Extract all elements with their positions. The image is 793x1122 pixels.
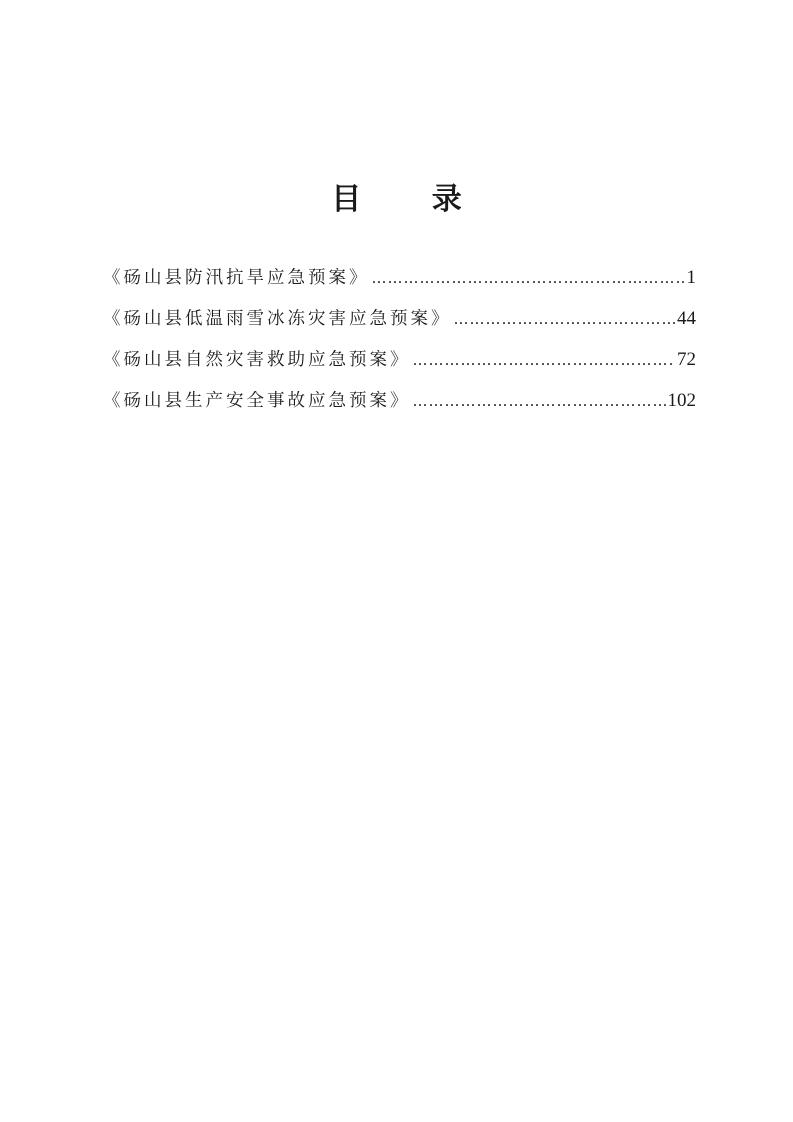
toc-entry-text: 《砀山县低温雨雪冰冻灾害应急预案》 (103, 309, 452, 329)
toc-entry-text: 《砀山县自然灾害救助应急预案》 (103, 350, 411, 370)
toc-entry-text: 《砀山县防汛抗旱应急预案》 (103, 268, 370, 288)
toc-entry[interactable] (103, 380, 696, 421)
toc-page-number: 72 (677, 349, 696, 370)
toc-list (103, 257, 696, 421)
toc-leader-dots (413, 340, 676, 381)
toc-page-number: 1 (686, 267, 696, 288)
toc-entry[interactable] (103, 339, 696, 380)
toc-page-number: 102 (667, 390, 696, 411)
toc-title: 目 录 (331, 182, 492, 217)
toc-entry-text: 《砀山县生产安全事故应急预案》 (103, 391, 411, 411)
toc-page-number: 44 (677, 308, 696, 329)
toc-entry[interactable] (103, 257, 696, 298)
toc-leader-dots (372, 258, 685, 299)
toc-leader-dots (413, 381, 666, 422)
toc-leader-dots (454, 299, 676, 340)
toc-entry[interactable] (103, 298, 696, 339)
